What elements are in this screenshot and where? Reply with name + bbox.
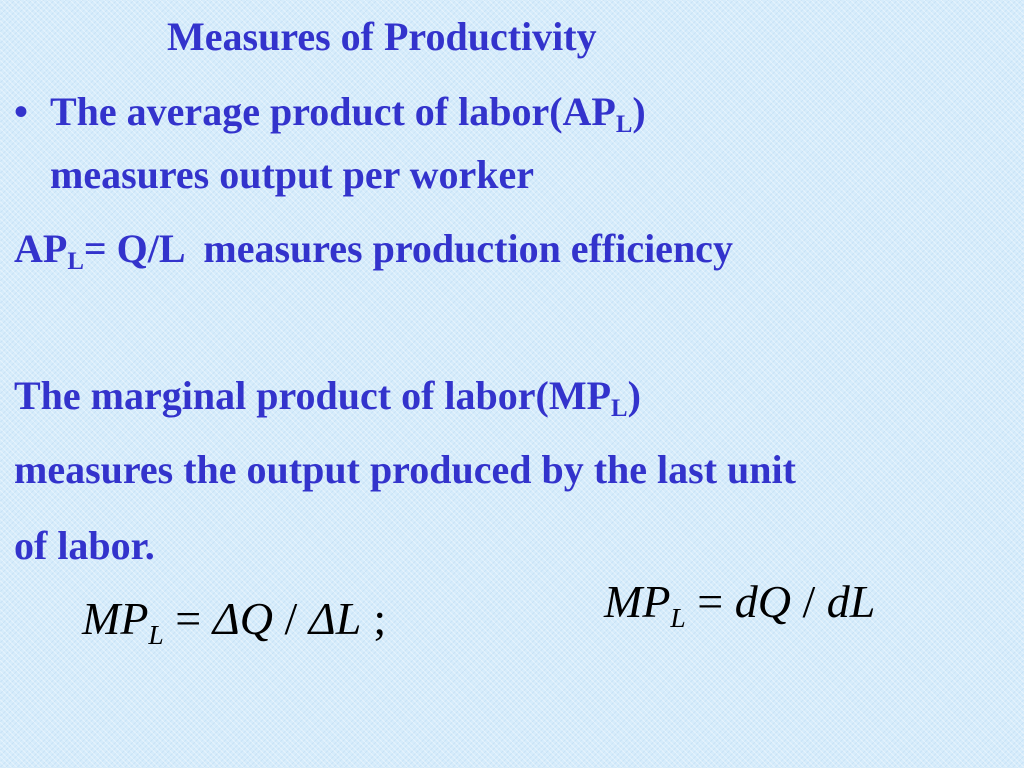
eq2-slash: / <box>802 576 816 627</box>
mp-line-1 <box>14 373 641 422</box>
mp-line-2: measures the output produced by the last unit <box>14 447 796 492</box>
bullet-line-1-subscript: L <box>615 110 633 138</box>
eq2-denominator: dL <box>826 576 876 627</box>
ap-rest: = Q/L measures production efficiency <box>83 226 733 271</box>
eq1-lhs-subscript: L <box>148 618 164 650</box>
bullet-line-1-close: ) <box>632 89 646 134</box>
eq1-semicolon: ; <box>373 593 387 644</box>
eq2-numerator: dQ <box>734 576 791 627</box>
mp-line-1-text: The marginal product of labor(MP <box>14 373 612 418</box>
bullet-line-2: measures output per worker <box>50 152 535 197</box>
bullet-marker: • <box>14 89 29 134</box>
mp-line-1-subscript: L <box>611 394 628 422</box>
ap-subscript: L <box>67 247 84 275</box>
eq1-numerator: ΔQ <box>212 593 273 644</box>
mp-line-1-close: ) <box>627 373 641 418</box>
bullet-line-1 <box>50 89 646 138</box>
equation-discrete <box>82 593 387 650</box>
ap-prefix: AP <box>14 226 68 271</box>
eq1-slash: / <box>284 593 298 644</box>
eq1-denominator: ΔL <box>308 593 362 644</box>
ap-formula-line <box>14 226 733 275</box>
eq1-lhs: MP <box>82 593 149 644</box>
mp-line-3: of labor. <box>14 523 155 568</box>
bullet-line-1-text: The average product of labor(AP <box>50 89 616 134</box>
eq2-equals: = <box>697 576 724 627</box>
equation-continuous <box>604 576 876 633</box>
slide-title: Measures of Productivity <box>167 14 597 59</box>
eq1-equals: = <box>175 593 202 644</box>
eq2-lhs: MP <box>604 576 671 627</box>
eq2-lhs-subscript: L <box>670 601 686 633</box>
